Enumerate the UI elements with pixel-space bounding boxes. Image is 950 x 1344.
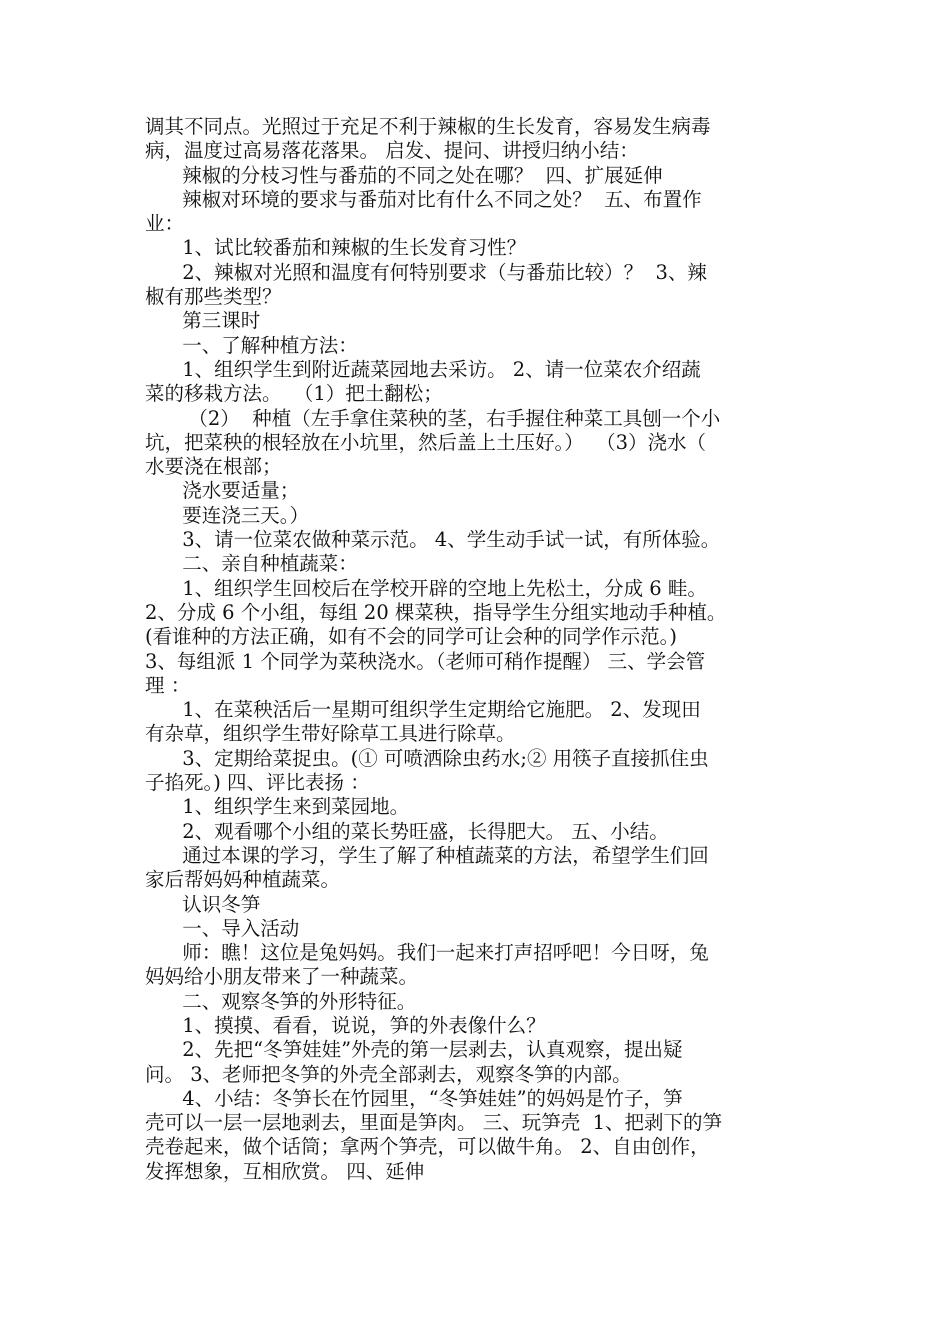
- text-line: 3、每组派 1 个同学为菜秧浇水。（老师可稍作提醒） 三、学会管: [145, 649, 706, 673]
- text-line: 水要浇在根部；: [145, 455, 282, 479]
- text-line: 家后帮妈妈种植蔬菜。: [145, 868, 341, 892]
- text-line: 辣椒的分枝习性与番茄的不同之处在哪？ 四、扩展延伸: [145, 163, 663, 187]
- text-line: 浇水要适量；: [145, 479, 300, 503]
- text-line: 1、组织学生回校后在学校开辟的空地上先松土，分成 6 畦。: [145, 576, 707, 600]
- text-line: 有杂草，组织学生带好除草工具进行除草。: [145, 722, 516, 746]
- text-line: 3、请一位菜农做种菜示范。 4、学生动手试一试，有所体验。: [145, 528, 721, 552]
- text-line: 2、观看哪个小组的菜长势旺盛，长得肥大。 五、小结。: [145, 819, 669, 843]
- text-line: 二、观察冬笋的外形特征。: [145, 989, 417, 1013]
- text-line: （2） 种植（左手拿住菜秧的茎，右手握住种菜工具刨一个小: [145, 406, 721, 430]
- text-line: 2、分成 6 个小组，每组 20 棵菜秧，指导学生分组实地动手种植。: [145, 600, 727, 624]
- text-line: 发挥想象，互相欣赏。 四、延伸: [145, 1159, 425, 1183]
- text-line: 1、摸摸、看看，说说，笋的外表像什么？: [145, 1013, 546, 1037]
- text-line: 调其不同点。光照过于充足不利于辣椒的生长发育，容易发生病毒: [145, 115, 711, 138]
- document-body: [145, 115, 815, 1184]
- text-line: 理 ：: [145, 673, 191, 697]
- text-line: 3、定期给菜捉虫。(① 可喷洒除虫药水;② 用筷子直接抓住虫: [145, 746, 709, 770]
- text-line: 壳可以一层一层地剥去，里面是笋肉。 三、玩笋壳 1、把剥下的笋: [145, 1111, 723, 1135]
- text-line: 2、辣椒对光照和温度有何特别要求（与番茄比较）？ 3、辣: [145, 260, 707, 284]
- text-line: 1、在菜秧活后一星期可组织学生定期给它施肥。 2、发现田: [145, 698, 701, 722]
- text-line: 第三课时: [145, 309, 261, 333]
- text-line: 要连浇三天。）: [145, 503, 309, 527]
- text-line: 1、试比较番茄和辣椒的生长发育习性？: [145, 236, 527, 260]
- text-line: 1、组织学生来到菜园地。: [145, 795, 410, 819]
- text-line: (看谁种的方法正确，如有不会的同学可让会种的同学作示范。): [145, 625, 677, 649]
- text-line: 认识冬笋: [145, 892, 261, 916]
- text-line: 一、了解种植方法：: [145, 333, 358, 357]
- text-line: 菜的移栽方法。 （1）把土翻松；: [145, 382, 443, 406]
- text-line: 4、小结：冬笋长在竹园里，“冬笋娃娃”的妈妈是竹子，笋: [145, 1086, 683, 1110]
- text-line: 辣椒对环境的要求与番茄对比有什么不同之处？ 五、布置作: [145, 187, 702, 211]
- text-line: 业：: [145, 212, 185, 236]
- text-line: 1、组织学生到附近蔬菜园地去采访。 2、请一位菜农介绍蔬: [145, 357, 701, 381]
- text-line: 病，温度过高易落花落果。 启发、提问、讲授归纳小结：: [145, 139, 639, 163]
- text-line: 妈妈给小朋友带来了一种蔬菜。: [145, 965, 419, 989]
- text-line: 壳卷起来，做个话筒；拿两个笋壳，可以做牛角。 2、自由创作，: [145, 1135, 710, 1159]
- text-line: 子掐死。) 四、评比表扬 ：: [145, 771, 370, 795]
- text-line: 问。 3、老师把冬笋的外壳全部剥去，观察冬笋的内部。: [145, 1062, 632, 1086]
- text-line: 2、先把“冬笋娃娃”外壳的第一层剥去，认真观察，提出疑: [145, 1038, 683, 1062]
- text-line: 坑，把菜秧的根轻放在小坑里，然后盖上土压好。） （3）浇水（: [145, 430, 707, 454]
- text-line: 二、亲自种植蔬菜：: [145, 552, 358, 576]
- text-line: 通过本课的学习，学生了解了种植蔬菜的方法，希望学生们回: [145, 843, 709, 867]
- text-line: 椒有那些类型？: [145, 285, 282, 309]
- text-line: 师：瞧！这位是兔妈妈。我们一起来打声招呼吧！今日呀，兔: [145, 941, 709, 965]
- text-line: 一、导入活动: [145, 916, 300, 940]
